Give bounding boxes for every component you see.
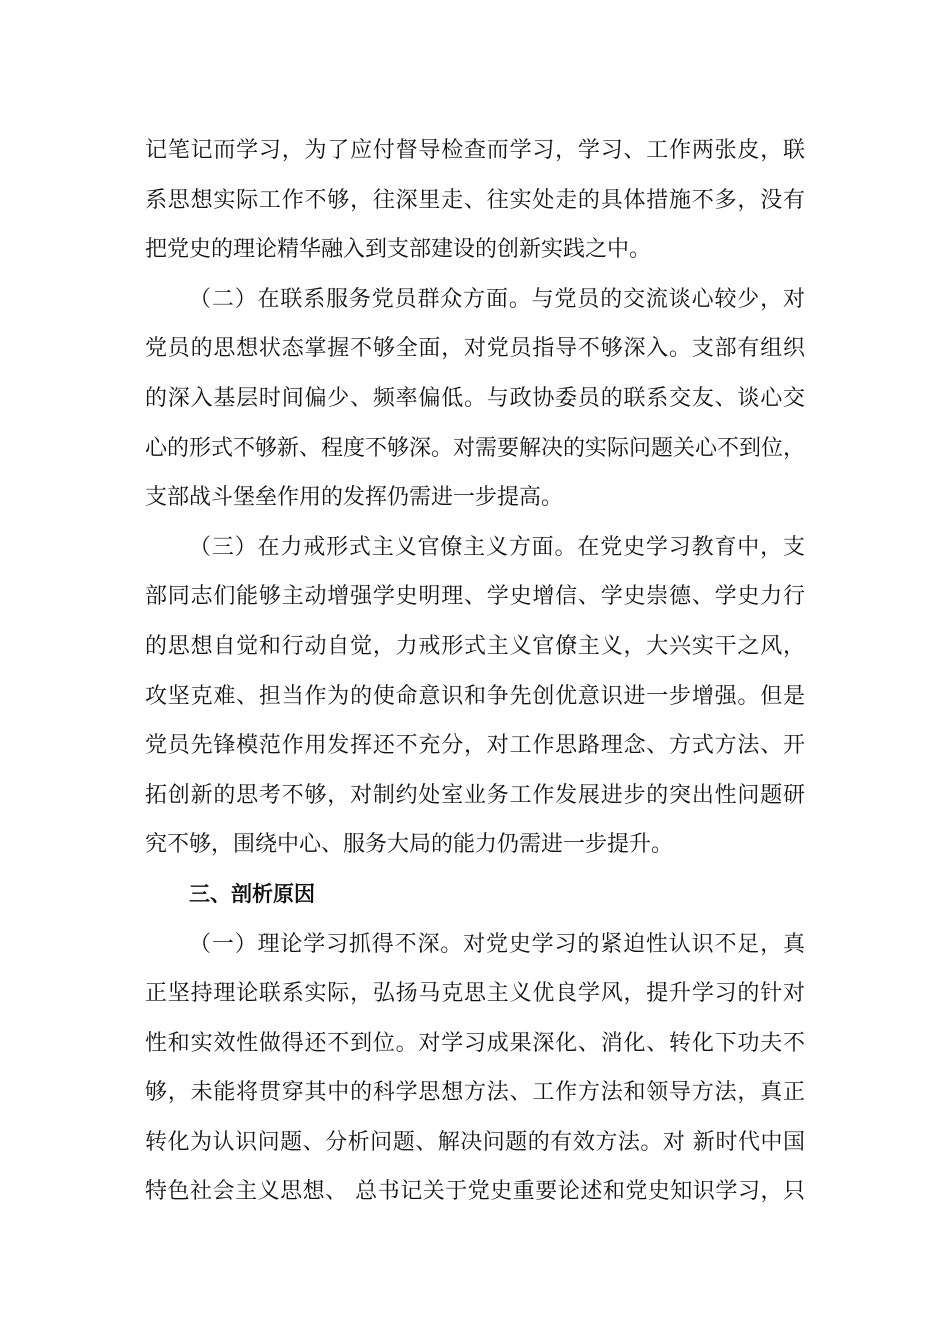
text-line: （一）理论学习抓得不深。对党史学习的紧迫性认识不足，真 — [189, 931, 805, 957]
text-line: 党员的思想状态掌握不够全面，对党员指导不够深入。支部有组织 — [145, 336, 805, 362]
text-line: （二）在联系服务党员群众方面。与党员的交流谈心较少，对 — [189, 286, 805, 312]
text-line: 心的形式不够新、程度不够深。对需要解决的实际问题关心不到位， — [145, 435, 806, 461]
text-line: 够，未能将贯穿其中的科学思想方法、工作方法和领导方法，真正 — [145, 1080, 805, 1106]
text-line: 把党史的理论精华融入到支部建设的创新实践之中。 — [145, 237, 652, 263]
text-line: 的思想自觉和行动自觉，力戒形式主义官僚主义，大兴实干之风， — [145, 633, 805, 659]
text-line: 支部战斗堡垒作用的发挥仍需进一步提高。 — [145, 485, 564, 511]
section-heading: 三、剖析原因 — [189, 881, 315, 906]
text-line: 攻坚克难、担当作为的使命意识和争先创优意识进一步增强。但是 — [145, 683, 805, 709]
text-line: 正坚持理论联系实际，弘扬马克思主义优良学风，提升学习的针对 — [145, 981, 805, 1007]
text-line: 性和实效性做得还不到位。对学习成果深化、消化、转化下功夫不 — [145, 1030, 805, 1056]
document-body — [145, 126, 805, 1217]
text-line: 部同志们能够主动增强学史明理、学史增信、学史崇德、学史力行 — [145, 584, 805, 610]
text-line: 特色社会主义思想、 总书记关于党史重要论述和党史知识学习，只 — [145, 1179, 805, 1205]
text-line: 转化为认识问题、分析问题、解决问题的有效方法。对 新时代中国 — [145, 1129, 805, 1155]
text-line: 党员先锋模范作用发挥还不充分，对工作思路理念、方式方法、开 — [145, 733, 805, 759]
text-line: 拓创新的思考不够，对制约处室业务工作发展进步的突出性问题研 — [145, 782, 805, 808]
text-line: 记笔记而学习，为了应付督导检查而学习，学习、工作两张皮，联 — [145, 138, 805, 163]
text-line: 究不够，围绕中心、服务大局的能力仍需进一步提升。 — [145, 832, 674, 858]
text-line: 系思想实际工作不够，往深里走、往实处走的具体措施不多，没有 — [145, 187, 805, 213]
text-line: （三）在力戒形式主义官僚主义方面。在党史学习教育中，支 — [189, 534, 805, 560]
text-line: 的深入基层时间偏少、频率偏低。与政协委员的联系交友、谈心交 — [145, 385, 805, 411]
